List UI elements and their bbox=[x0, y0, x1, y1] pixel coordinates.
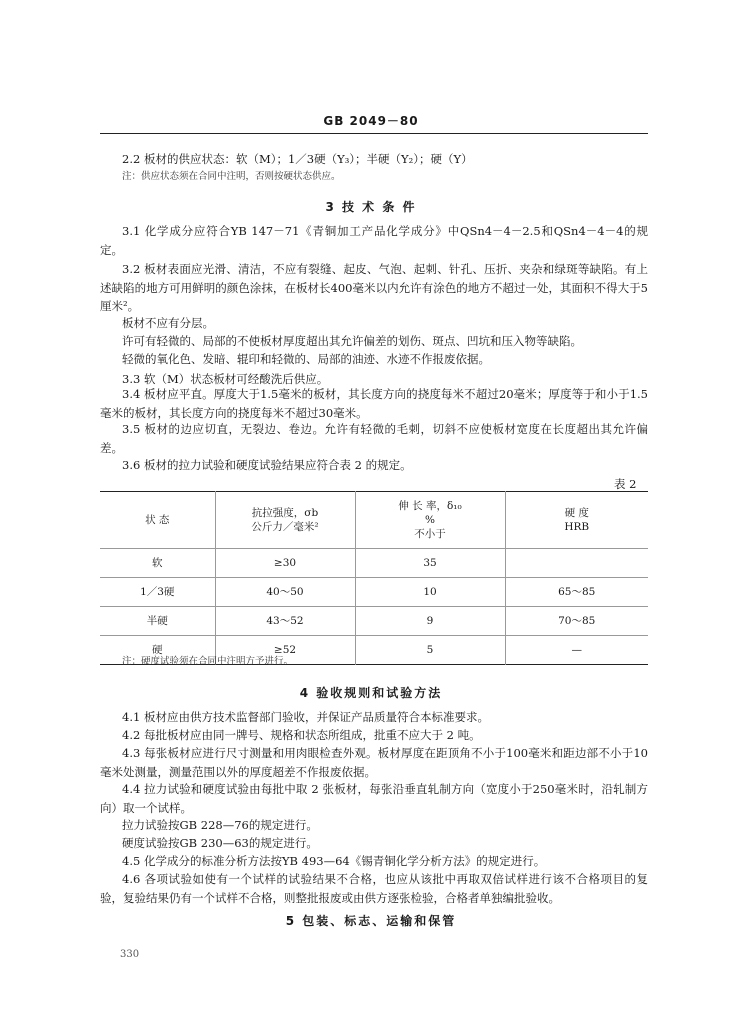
table-header-row bbox=[100, 492, 648, 549]
cell-hardness bbox=[505, 549, 648, 578]
cell-state: 1／3硬 bbox=[100, 578, 215, 607]
cell-elongation: 5 bbox=[355, 636, 505, 665]
table-row bbox=[100, 549, 648, 578]
document-header-code: GB 2049－80 bbox=[323, 114, 419, 128]
clause-2-2-note: 注：供应状态须在合同中注明，否则按硬状态供应。 bbox=[122, 171, 341, 182]
header-rule bbox=[100, 133, 648, 134]
clause-3-3: 3.3 软（M）状态板材可经酸洗后供应。 bbox=[122, 372, 329, 386]
header-elongation-line1: 伸 长 率，δ₁₀ bbox=[398, 500, 462, 512]
header-tensile bbox=[215, 492, 355, 549]
clause-4-4-tensile: 拉力试验按GB 228—76的规定进行。 bbox=[122, 818, 318, 832]
clause-4-5: 4.5 化学成分的标准分析方法按YB 493—64《锡青铜化学分析方法》的规定进行。 bbox=[122, 854, 546, 868]
header-tensile-line2: 公斤力／毫米² bbox=[251, 521, 319, 533]
cell-state: 硬 bbox=[100, 636, 215, 665]
section-5-title: 5 包装、标志、运输和保管 bbox=[285, 914, 457, 928]
header-hardness-line1: 硬 度 bbox=[564, 507, 589, 519]
table-2 bbox=[100, 491, 648, 665]
clause-3-2: 3.2 板材表面应光滑、清洁，不应有裂缝、起皮、气泡、起刺、针孔、压折、夹杂和绿斑等缺陷。有上述缺陷的地方可用鲜明的颜色涂抹，在板材长400毫米以内允许有涂色的地方不超过一处，其面积不得大于5厘米²。 bbox=[100, 262, 648, 313]
clause-4-4-hardness: 硬度试验按GB 230—63的规定进行。 bbox=[122, 836, 318, 850]
header-hardness bbox=[505, 492, 648, 549]
cell-hardness: — bbox=[505, 636, 648, 665]
cell-elongation: 9 bbox=[355, 607, 505, 636]
cell-elongation: 10 bbox=[355, 578, 505, 607]
header-elongation-line3: 不小于 bbox=[414, 528, 446, 540]
clause-4-4: 4.4 拉力试验和硬度试验由每批中取 2 张板材，每张沿垂直轧制方向（宽度小于250毫米时，沿轧制方向）取一个试样。 bbox=[100, 782, 648, 815]
table-2-caption: 表 2 bbox=[614, 477, 637, 491]
cell-tensile: 43～52 bbox=[215, 607, 355, 636]
cell-elongation: 35 bbox=[355, 549, 505, 578]
header-hardness-line2: HRB bbox=[564, 521, 590, 533]
section-4-title: 4 验收规则和试验方法 bbox=[299, 686, 443, 700]
table-row bbox=[100, 607, 648, 636]
page-number: 330 bbox=[120, 949, 140, 960]
clause-3-1: 3.1 化学成分应符合YB 147－71《青铜加工产品化学成分》中QSn4－4－2.5和QSn4－4－4的规定。 bbox=[100, 224, 648, 257]
clause-3-2-allowed: 许可有轻微的、局部的不使板材厚度超出其允许偏差的划伤、斑点、凹坑和压入物等缺陷。 bbox=[122, 334, 582, 348]
header-state: 状 态 bbox=[145, 514, 170, 526]
header-elongation-line2: % bbox=[425, 514, 435, 526]
clause-2-2: 2.2 板材的供应状态：软（M）；1／3硬（Y₃）；半硬（Y₂）；硬（Y） bbox=[122, 152, 473, 166]
cell-tensile: 40～50 bbox=[215, 578, 355, 607]
table-2-note: 注：硬度试验须在合同中注明方予进行。 bbox=[122, 656, 294, 667]
clause-4-6: 4.6 各项试验如使有一个试样的试验结果不合格，也应从该批中再取双倍试样进行该不合格项目的复验，复验结果仍有一个试样不合格，则整批报废或由供方逐张检验，合格者单独编批验收。 bbox=[100, 872, 648, 905]
clause-3-2-minor: 轻微的氧化色、发暗、辊印和轻微的、局部的油迹、水迹不作报废依据。 bbox=[122, 352, 490, 366]
cell-state: 软 bbox=[100, 549, 215, 578]
clause-4-3: 4.3 每张板材应进行尺寸测量和用肉眼检查外观。板材厚度在距顶角不小于100毫米和距边部不小于10毫米处测量，测量范围以外的厚度超差不作报废依据。 bbox=[100, 746, 648, 779]
cell-tensile: ≥52 bbox=[215, 636, 355, 665]
header-elongation bbox=[355, 492, 505, 549]
section-3-title: 3 技 术 条 件 bbox=[325, 200, 417, 214]
clause-3-4: 3.4 板材应平直。厚度大于1.5毫米的板材，其长度方向的挠度每米不超过20毫米；厚度等于和小于1.5毫米的板材，其长度方向的挠度每米不超过30毫米。 bbox=[100, 387, 648, 420]
clause-3-5: 3.5 板材的边应切直，无裂边、卷边。允许有轻微的毛刺，切斜不应使板材宽度在长度超出其允许偏差。 bbox=[100, 422, 648, 455]
cell-tensile: ≥30 bbox=[215, 549, 355, 578]
clause-3-2-layer: 板材不应有分层。 bbox=[122, 316, 214, 330]
clause-4-1: 4.1 板材应由供方技术监督部门验收，并保证产品质量符合本标准要求。 bbox=[122, 710, 489, 724]
header-tensile-line1: 抗拉强度，σb bbox=[251, 507, 319, 519]
cell-state: 半硬 bbox=[100, 607, 215, 636]
table-row bbox=[100, 578, 648, 607]
cell-hardness: 70～85 bbox=[505, 607, 648, 636]
clause-4-2: 4.2 每批板材应由同一牌号、规格和状态所组成，批重不应大于 2 吨。 bbox=[122, 728, 481, 742]
cell-hardness: 65～85 bbox=[505, 578, 648, 607]
clause-3-6: 3.6 板材的拉力试验和硬度试验结果应符合表 2 的规定。 bbox=[122, 458, 412, 472]
